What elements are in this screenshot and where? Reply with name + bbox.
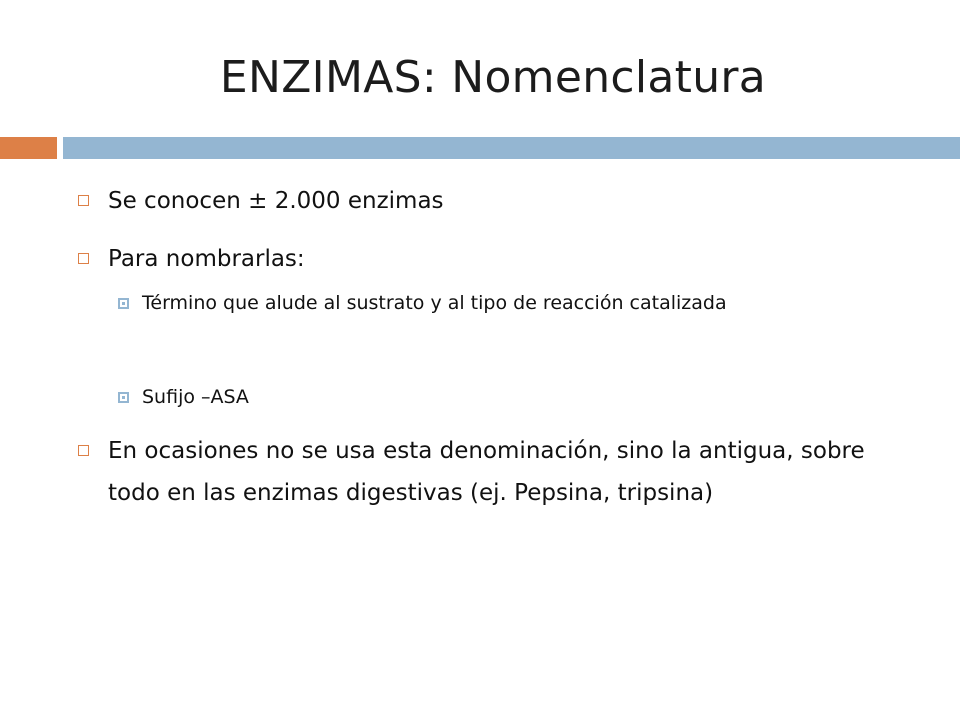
bullet-item (78, 238, 878, 280)
square-filled-icon (118, 392, 129, 403)
bullet-item (78, 180, 878, 222)
sub-bullet-text: Sufijo –ASA (142, 386, 249, 408)
square-filled-icon-center (122, 302, 125, 305)
bullet-text: Se conocen ± 2.000 enzimas (108, 188, 444, 214)
square-filled-icon (118, 298, 129, 309)
bullet-text: En ocasiones no se usa esta denominación, sino la antigua, sobre todo en las enzimas digestivas (ej. Pepsina, tripsina) (108, 438, 865, 506)
sub-bullet-item (118, 378, 858, 416)
sub-bullet-item (118, 284, 858, 322)
bullet-item (78, 430, 878, 514)
sub-bullet-text: Término que alude al sustrato y al tipo de reacción catalizada (142, 292, 727, 314)
square-outline-icon (78, 445, 89, 456)
square-filled-icon-center (122, 396, 125, 399)
slide-title: ENZIMAS: Nomenclatura (219, 52, 767, 103)
square-outline-icon (78, 253, 89, 264)
bullet-text: Para nombrarlas: (108, 246, 305, 272)
square-outline-icon (78, 195, 89, 206)
